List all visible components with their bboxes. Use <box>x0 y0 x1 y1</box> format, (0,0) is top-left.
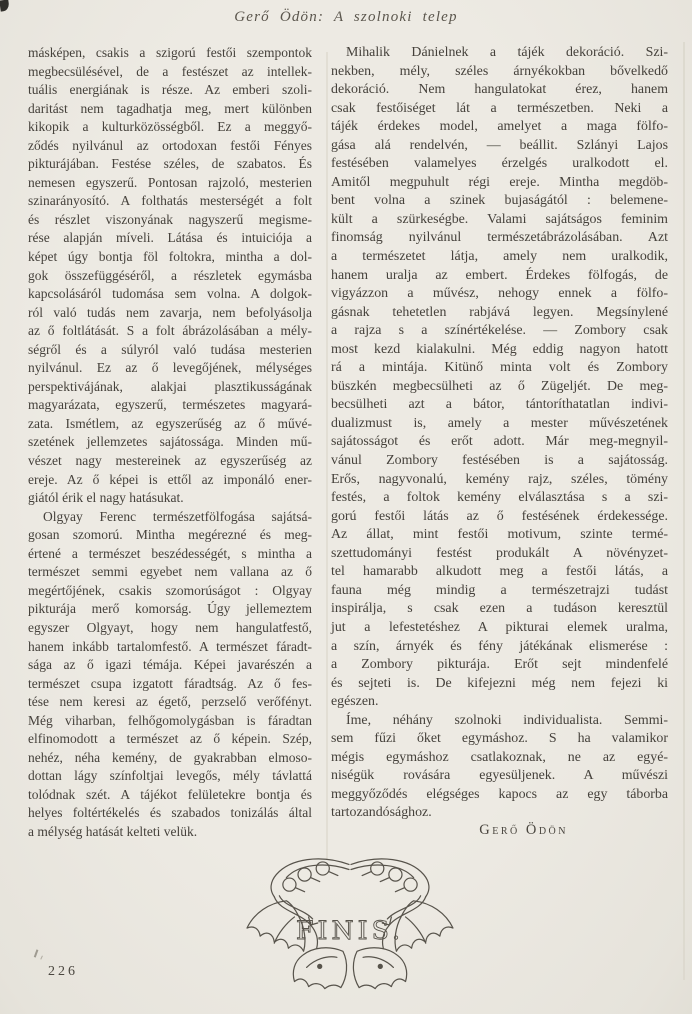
running-header: Gerő Ödön: A szolnoki telep <box>234 9 458 25</box>
text-line: daritást nem tagadhatja meg, mert különben <box>28 100 312 116</box>
text-line: gosan szomorú. Mintha megérezné és meg- <box>28 527 312 543</box>
finis-label: FINIS. <box>295 916 405 946</box>
text-line: magyarázata, egyszerű, természetes magyará- <box>28 397 312 413</box>
text-line: Íme, néhány szolnoki individualista. Semmi- <box>346 712 668 728</box>
text-line: értené a természet beszédességét, s mintha a <box>28 545 312 561</box>
text-line: nekben, mély, széles árnyékokban bővelkedő <box>331 63 668 79</box>
text-line: az ő foltlátását. S a folt ábrázolásában a mély- <box>28 323 312 339</box>
text-line: tel hamarabb alkudott meg a festői látás, a <box>331 564 668 580</box>
text-line: bent volna a szinek bujaságától : belemene- <box>331 193 668 209</box>
text-line: kapcsolásáról tudomása sem volna. A dolgok- <box>28 286 312 302</box>
text-line: sem fűzi őket egymáshoz. S ha valamikor <box>331 731 668 747</box>
text-line: ereje. Az ő képei is ettől az imponáló ener- <box>28 471 312 487</box>
text-line: Amitől megpuhult régi ereje. Mintha megdöb- <box>331 174 668 190</box>
text-line: szettudományi festést produkált A növényzet- <box>331 545 668 561</box>
text-line: gásnak tehetetlen rabjává legyen. Megsínylené <box>331 304 668 320</box>
text-line: nemesen egyszerű. Pontosan rajzoló, mesterien <box>28 174 312 190</box>
text-line: tartozandósághoz. <box>331 805 432 821</box>
text-line: a mélység hatását kelteti velük. <box>28 823 198 839</box>
text-line: Még viharban, felhőgomolygásban is fáradtan <box>28 712 312 728</box>
text-column-right <box>331 44 668 823</box>
text-line: perspektivájának, alakjai plasztikusságának <box>28 378 312 394</box>
text-line: a szín, árnyék és fény játékának elismerése : <box>331 638 668 654</box>
scan-mark <box>40 956 44 961</box>
text-line: ról való tudás nem zavarja, nem befolyásolja <box>28 304 312 320</box>
text-line: niségük rovására egyesüljenek. A művészi <box>331 768 668 784</box>
text-line: meggyőződés elégséges kapocs az egy táborba <box>331 786 668 802</box>
text-line: mégis egymáshoz csatlakoznak, ne az egyé- <box>331 749 668 765</box>
text-line: sága az ő igazi témája. Képei javarészén a <box>28 657 312 673</box>
text-line: jut a lefestetéshez A pikturai elemek uralma, <box>331 619 668 635</box>
text-line: természet semmi egyebet nem vallana az ő <box>28 564 312 580</box>
text-line: csak festőiséget lát a természetben. Neki a <box>331 100 668 116</box>
text-line: Az állat, mint festői motivum, szinte termé- <box>331 527 668 543</box>
text-line: a Zombory pikturája. Erőt sejt mindenfelé <box>331 657 668 673</box>
page-number: 226 <box>48 964 78 979</box>
text-line: másképen, csakis a szigorú festői szempontok <box>28 45 312 60</box>
text-line: a rajza s a színértékelése. — Zombory csak <box>331 323 668 339</box>
text-line: vigyázzon a művész, nehogy ennek a fölfo- <box>331 286 668 302</box>
text-line: vészet nagy mestereinek az egyszerűség az <box>28 453 312 469</box>
text-line: egyszer Olgyayt, hogy nem hangulatfestő, <box>28 619 312 635</box>
text-line: képet úgy bontja föl foltokra, mintha a dol- <box>28 249 312 265</box>
text-line: vánul Zombory festésében is a sajátosság. <box>331 453 668 469</box>
column-gutter-artifact <box>326 52 328 860</box>
text-line: gorú festői látás az ő festésének érdekessége. <box>331 508 668 524</box>
text-line: festésében valamelyes érzelgés uralkodott el. <box>331 156 668 172</box>
text-line: dualizmust is, amely a mester művészetének <box>331 415 668 431</box>
text-line: a természetet látja, amely nem uralkodik, <box>331 249 668 265</box>
text-line: inspirálja, s csak ezen a tudáson keresztül <box>331 601 668 617</box>
text-line: sajátosságot és erőt adott. Már meg-megnyil- <box>331 434 668 450</box>
text-line: elfinomodott a természet az ő képein. Szép, <box>28 731 312 747</box>
text-line: kikopik a kulturközösségből. Ez a meggyő- <box>28 119 312 135</box>
text-line: gok összefüggéséről, a részletek egymásba <box>28 267 312 283</box>
text-line: megértőjének, csakis szomorúságot : Olgyay <box>28 582 312 598</box>
text-line: helyes foltértékelés és szabados tonizálás által <box>28 805 312 821</box>
text-line: tuális energiának is része. Az emberi szoli- <box>28 82 312 98</box>
text-line: szetének jellemzetes sajátossága. Minden mű- <box>28 434 312 450</box>
text-line: ződés nyilvánul az ortodoxan festői Fényes <box>28 137 312 153</box>
text-line: nyilvánul. Ez az ő levegőjének, mélységes <box>28 360 312 376</box>
text-line: természet csupa izgatott fáradtság. Az ő fes- <box>28 675 312 691</box>
text-line: Mihalik Dánielnek a tájék dekoráció. Szi- <box>346 45 668 60</box>
text-line: Olgyay Ferenc természetfölfogása sajátsá- <box>43 508 312 524</box>
text-line: tése nem keresi az égető, perzselő verőfényt. <box>28 694 312 710</box>
text-line: zata. Ismétlem, az egyszerűség az ő művé- <box>28 415 312 431</box>
text-line: tájék érdekes model, amelyet a maga fölfo- <box>331 119 668 135</box>
text-line: kült a szürkeségbe. Valami sajátságos feminim <box>331 211 668 227</box>
text-line: nehéz, néha kemény, de gyakrabban elmoso- <box>28 749 312 765</box>
page-edge-artifact <box>683 42 685 980</box>
text-line: egészen. <box>331 694 379 710</box>
text-line: fauna még mindig a természetrajzi tudást <box>331 582 668 598</box>
text-line: dottan lágy színfoltjai levegős, mély távlattá <box>28 768 312 784</box>
text-line: dekoráció. Nem hangulatokat érez, hanem <box>331 82 668 98</box>
text-line: rése alapján míveli. Látása és intuiciója a <box>28 230 312 246</box>
text-line: pikturája merő komorság. Úgy jellemeztem <box>28 601 312 617</box>
text-line: hanem inkább tartalomfestő. A természet fáradt- <box>28 638 312 654</box>
text-line: és részlet viszonyának nagyszerű megisme- <box>28 211 312 227</box>
text-line: festés, a foltok kemény elválasztása s a szi- <box>331 490 668 506</box>
text-line: büszkén megbecsülheti az ő Zügeljét. De meg- <box>331 378 668 394</box>
text-line: Erős, nagyvonalú, kemény rajz, széles, tömény <box>331 471 668 487</box>
text-line: hanem uralja az embert. Érdekes fölfogás, de <box>331 267 668 283</box>
text-line: becsülheti azt a bátor, tántoríthatatlan indivi- <box>331 397 668 413</box>
author-signature: Gerő Ödön <box>479 822 568 838</box>
text-line: most kezd kialakulni. Még eddig nagyon hatott <box>331 341 668 357</box>
text-line: rá a mintája. Kitünő minta volt és Zombory <box>331 360 668 376</box>
text-line: tolódnak szét. A tájékot felületekre bontja és <box>28 786 312 802</box>
text-line: finomság nyilvánul természetábrázolásában. Azt <box>331 230 668 246</box>
text-line: ségről és a súlyról való tudása mesterien <box>28 341 312 357</box>
text-line: gása alá rendelvén, — beállit. Szlányi Lajos <box>331 137 668 153</box>
finis-ornament <box>244 852 456 994</box>
text-line: szinarányosító. A folthatás mesterségét a folt <box>28 193 312 209</box>
text-line: és sejteti is. De kifejezni még nem fejezi ki <box>331 675 668 691</box>
text-column-left <box>28 44 312 842</box>
text-line: giától érik el nagy hatásukat. <box>28 490 184 506</box>
text-line: megbecsülésével, de a festészet az intellek- <box>28 63 312 79</box>
text-line: pikturájában. Festése széles, de szabatos. És <box>28 156 312 172</box>
